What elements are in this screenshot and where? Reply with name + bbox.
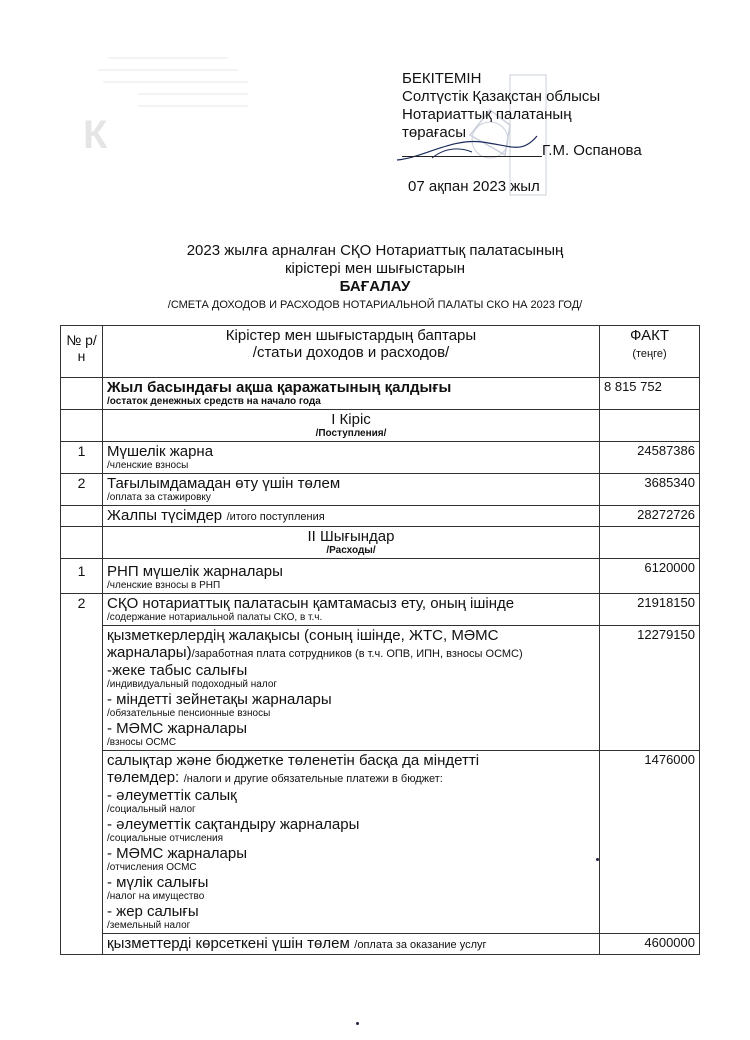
table-row xyxy=(61,559,700,594)
tax-value: 1476000 xyxy=(600,751,700,934)
svg-text:К: К xyxy=(83,113,108,157)
income-total-kz: Жалпы түсімдер xyxy=(107,507,223,524)
exp2-ru: /содержание нотариальной палаты СКО, в т.ч. xyxy=(107,612,323,623)
salary-item-ru: /обязательные пенсионные взносы xyxy=(107,708,271,719)
services-row xyxy=(61,934,700,955)
exp2-value: 21918150 xyxy=(600,594,700,626)
signature-row xyxy=(402,142,642,162)
income-total-row xyxy=(61,506,700,527)
tax-ru: /налоги и другие обязательные платежи в бюджет: xyxy=(183,773,443,785)
header-fact-label: ФАКТ xyxy=(630,327,669,344)
row-ru: /оплата за стажировку xyxy=(107,492,211,503)
income-section-ru: /Поступления/ xyxy=(315,428,387,439)
row-kz: Мүшелік жарна xyxy=(107,443,214,460)
row-ru: /членские взносы xyxy=(107,460,189,471)
opening-value: 8 815 752 xyxy=(600,378,700,410)
approval-line-3: төрағасы xyxy=(402,124,466,141)
document-title xyxy=(60,242,690,314)
signature-line xyxy=(402,156,542,157)
exp1-value: 6120000 xyxy=(600,559,700,594)
ink-dot xyxy=(356,1022,359,1025)
approval-line-2: Нотариаттық палатаның xyxy=(402,106,572,123)
header-fact xyxy=(600,326,700,378)
budget-table xyxy=(60,325,700,955)
tax-item-kz: - мүлік салығы xyxy=(107,874,209,891)
tax-item-ru: /социальные отчисления xyxy=(107,833,224,844)
opening-ru: /остаток денежных средств на начало года xyxy=(107,396,321,407)
services-value: 4600000 xyxy=(600,934,700,955)
approval-line-1: Солтүстік Қазақстан облысы xyxy=(402,88,601,105)
salary-item-ru: /индивидуальный подоходный налог xyxy=(107,679,278,690)
row-value: 3685340 xyxy=(600,474,700,506)
approval-block xyxy=(402,70,642,196)
table-row xyxy=(61,594,700,626)
exp2-kz: СҚО нотариаттық палатасын қамтамасыз ету, оның ішінде xyxy=(107,595,515,612)
tax-item-ru: /социальный налог xyxy=(107,804,196,815)
salary-item-kz: - МӘМС жарналары xyxy=(107,720,248,737)
expense-section-kz: II Шығындар xyxy=(307,528,395,545)
row-value: 24587386 xyxy=(600,442,700,474)
table-row xyxy=(61,442,700,474)
table-header-row xyxy=(61,326,700,378)
faded-stamp-graphic xyxy=(78,48,268,168)
approval-date: 07 ақпан 2023 жыл xyxy=(408,178,540,195)
faded-stamp xyxy=(78,48,268,168)
row-kz: Тағылымдамадан өту үшін төлем xyxy=(107,475,341,492)
signature-scribble xyxy=(392,128,542,168)
salary-ru: /заработная плата сотрудников (в т.ч. ОПВ, ИПН, взносы ОСМС) xyxy=(191,648,523,660)
income-total-ru: /итого поступления xyxy=(226,511,325,523)
income-section-row xyxy=(61,410,700,442)
tax-kz-2: төлемдер: xyxy=(107,769,180,786)
exp1-ru: /членские взносы в РНП xyxy=(107,580,221,591)
header-fact-unit: (теңге) xyxy=(632,348,667,360)
tax-item-kz: - әлеуметтік сақтандыру жарналары xyxy=(107,816,360,833)
salary-item-kz: - міндетті зейнетақы жарналары xyxy=(107,691,332,708)
tax-item-ru: /земельный налог xyxy=(107,920,191,931)
tax-kz-1: салықтар және бюджетке төленетін басқа да міндетті xyxy=(107,752,480,769)
salary-value: 12279150 xyxy=(600,626,700,751)
signer-name: Г.М. Оспанова xyxy=(542,142,642,159)
tax-item-kz: - жер салығы xyxy=(107,903,199,920)
row-num: 2 xyxy=(61,474,103,506)
header-item xyxy=(103,326,600,378)
header-item-kz: Кірістер мен шығыстардың баптары xyxy=(225,327,477,344)
row-num: 1 xyxy=(61,442,103,474)
tax-item-ru: /отчисления ОСМС xyxy=(107,862,197,873)
title-line-2: кірістері мен шығыстарын xyxy=(284,260,466,277)
services-kz: қызметтерді көрсеткені үшін төлем xyxy=(107,935,350,952)
salary-item-kz: -жеке табыс салығы xyxy=(107,662,248,679)
opening-kz: Жыл басындағы ақша қаражатының қалдығы xyxy=(107,379,452,396)
services-ru: /оплата за оказание услуг xyxy=(354,939,487,951)
tax-row xyxy=(61,751,700,934)
row-num: 2 xyxy=(61,594,103,955)
income-section-kz: I Кіріс xyxy=(331,411,371,428)
tax-item-kz: - МӘМС жарналары xyxy=(107,845,248,862)
salary-item-ru: /взносы ОСМС xyxy=(107,737,177,748)
table-row xyxy=(61,474,700,506)
salary-kz-1: қызметкерлердің жалақысы (соның ішінде, ЖТС, МӘМС xyxy=(107,627,499,644)
exp1-kz: РНП мүшелік жарналары xyxy=(107,563,283,580)
ink-dot xyxy=(596,858,599,861)
expense-section-row xyxy=(61,527,700,559)
header-item-ru: /статьи доходов и расходов/ xyxy=(252,344,450,361)
salary-kz-2: жарналары) xyxy=(107,644,192,661)
expense-section-ru: /Расходы/ xyxy=(326,545,376,556)
row-num: 1 xyxy=(61,559,103,594)
title-line-4: /СМЕТА ДОХОДОВ И РАСХОДОВ НОТАРИАЛЬНОЙ ПАЛАТЫ СКО НА 2023 ГОД/ xyxy=(167,299,583,311)
tax-item-kz: - әлеуметтік салық xyxy=(107,787,237,804)
income-total-value: 28272726 xyxy=(600,506,700,527)
title-line-1: 2023 жылға арналған СҚО Нотариаттық палатасының xyxy=(186,242,564,259)
title-line-3: БАҒАЛАУ xyxy=(339,278,411,295)
salary-row xyxy=(61,626,700,751)
tax-item-ru: /налог на имущество xyxy=(107,891,205,902)
header-num: № р/н xyxy=(61,326,103,378)
opening-balance-row xyxy=(61,378,700,410)
approval-heading: БЕКІТЕМІН xyxy=(402,70,482,87)
